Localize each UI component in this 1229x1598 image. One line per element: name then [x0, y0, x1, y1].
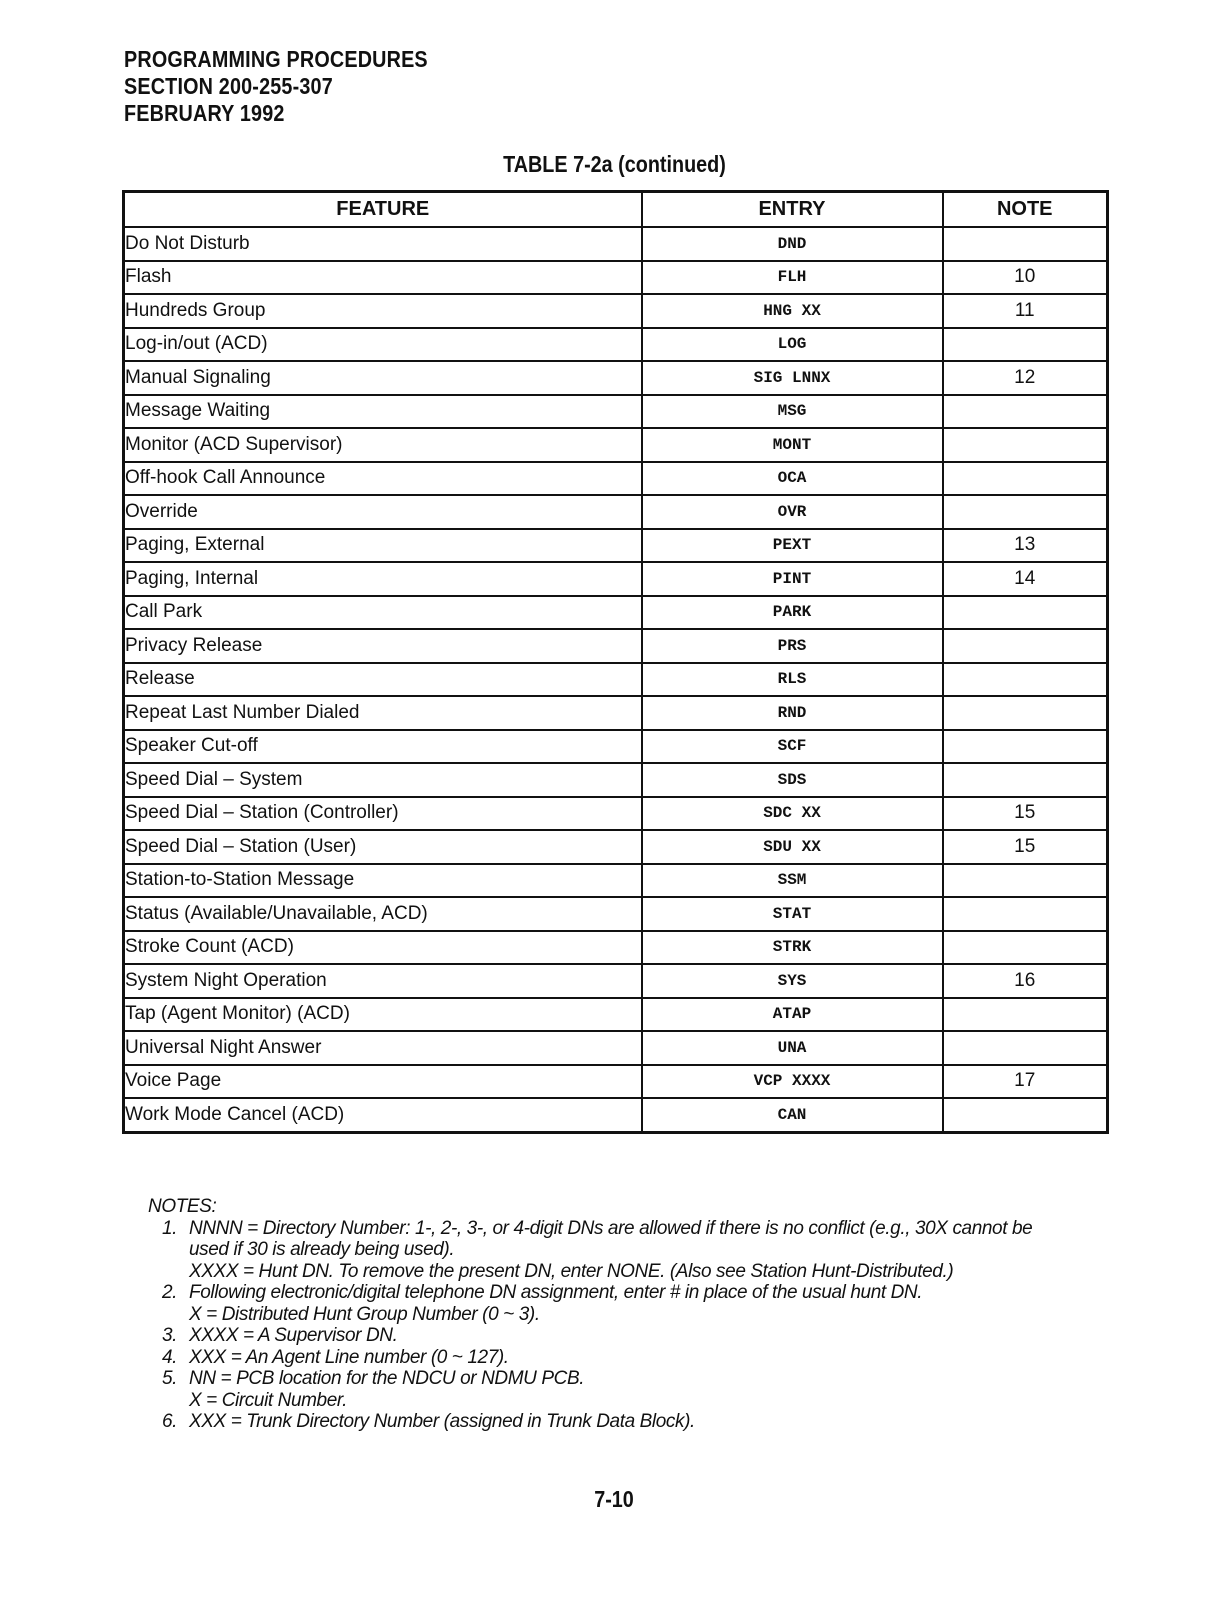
note-cell [943, 1098, 1108, 1132]
table-row [124, 931, 1108, 965]
note-cell [943, 1031, 1108, 1065]
feature-cell: Speed Dial – Station (User) [124, 830, 642, 864]
feature-cell: Override [124, 495, 642, 529]
header-title: PROGRAMMING PROCEDURES [124, 46, 428, 72]
note-number: 6. [162, 1411, 178, 1432]
entry-column-header: ENTRY [642, 192, 943, 228]
table-body [124, 227, 1108, 1132]
note-cell [943, 495, 1108, 529]
note-cell [943, 596, 1108, 630]
entry-cell: SSM [642, 864, 943, 898]
entry-cell: DND [642, 227, 943, 261]
entry-cell: SYS [642, 964, 943, 998]
feature-table [122, 190, 1109, 1134]
note-line: XXXX = Hunt DN. To remove the present DN, enter NONE. (Also see Station Hunt-Distributed.) [189, 1260, 954, 1282]
feature-cell: Repeat Last Number Dialed [124, 696, 642, 730]
note-number: 1. [162, 1217, 178, 1239]
feature-cell: Speed Dial – System [124, 763, 642, 797]
table-row [124, 763, 1108, 797]
feature-cell: Speaker Cut-off [124, 730, 642, 764]
header-date: FEBRUARY 1992 [124, 100, 285, 126]
feature-cell: Do Not Disturb [124, 227, 642, 261]
note-cell [943, 864, 1108, 898]
feature-column-header: FEATURE [124, 192, 642, 228]
note-line: XXX = Trunk Directory Number (assigned in Trunk Data Block). [189, 1411, 695, 1432]
note-cell: 10 [943, 261, 1108, 295]
entry-cell: SDU XX [642, 830, 943, 864]
entry-cell: HNG XX [642, 294, 943, 328]
table-row [124, 830, 1108, 864]
note-cell: 15 [943, 830, 1108, 864]
table-row [124, 864, 1108, 898]
entry-cell: LOG [642, 328, 943, 362]
entry-cell: UNA [642, 1031, 943, 1065]
feature-cell: Log-in/out (ACD) [124, 328, 642, 362]
table-row [124, 1031, 1108, 1065]
feature-cell: Status (Available/Unavailable, ACD) [124, 897, 642, 931]
note-cell: 16 [943, 964, 1108, 998]
feature-cell: Paging, Internal [124, 562, 642, 596]
note-item [148, 1218, 1108, 1283]
note-cell [943, 730, 1108, 764]
notes-section [148, 1196, 1108, 1433]
note-item [148, 1282, 1108, 1325]
feature-cell: Stroke Count (ACD) [124, 931, 642, 965]
note-line: NNNN = Directory Number: 1-, 2-, 3-, or 4-digit DNs are allowed if there is no conflict (e.g., 30X cannot be [189, 1217, 1033, 1239]
note-cell: 11 [943, 294, 1108, 328]
table-row [124, 562, 1108, 596]
header-section: SECTION 200-255-307 [124, 73, 333, 99]
table-row [124, 730, 1108, 764]
note-cell: 14 [943, 562, 1108, 596]
note-cell [943, 763, 1108, 797]
entry-cell: VCP XXXX [642, 1065, 943, 1099]
note-cell [943, 462, 1108, 496]
note-cell: 15 [943, 797, 1108, 831]
entry-cell: ATAP [642, 998, 943, 1032]
feature-cell: Tap (Agent Monitor) (ACD) [124, 998, 642, 1032]
note-cell [943, 998, 1108, 1032]
table-row [124, 395, 1108, 429]
note-line: XXXX = A Supervisor DN. [189, 1325, 398, 1346]
feature-cell: Work Mode Cancel (ACD) [124, 1098, 642, 1132]
table-row [124, 261, 1108, 295]
page-number-text: 7-10 [594, 1486, 635, 1512]
table-row [124, 428, 1108, 462]
entry-cell: STRK [642, 931, 943, 965]
note-line: X = Circuit Number. [189, 1389, 347, 1411]
table-row [124, 495, 1108, 529]
note-column-header: NOTE [943, 192, 1108, 228]
entry-cell: STAT [642, 897, 943, 931]
entry-cell: OVR [642, 495, 943, 529]
note-cell [943, 629, 1108, 663]
table-row [124, 629, 1108, 663]
note-number: 3. [162, 1325, 178, 1346]
note-item [148, 1411, 1108, 1433]
note-cell [943, 428, 1108, 462]
feature-cell: Manual Signaling [124, 361, 642, 395]
table-row [124, 1065, 1108, 1099]
feature-cell: Off-hook Call Announce [124, 462, 642, 496]
note-line: NN = PCB location for the NDCU or NDMU PCB. [189, 1368, 585, 1389]
feature-cell: Station-to-Station Message [124, 864, 642, 898]
notes-label: NOTES: [148, 1196, 217, 1217]
note-item [148, 1347, 1108, 1369]
table-row [124, 964, 1108, 998]
feature-cell: Voice Page [124, 1065, 642, 1099]
page-number [0, 1486, 1229, 1513]
table-row [124, 328, 1108, 362]
note-cell [943, 696, 1108, 730]
note-number: 4. [162, 1346, 178, 1368]
entry-cell: SCF [642, 730, 943, 764]
feature-cell: Privacy Release [124, 629, 642, 663]
table-row [124, 294, 1108, 328]
entry-cell: CAN [642, 1098, 943, 1132]
note-number: 2. [162, 1282, 178, 1303]
table-row [124, 663, 1108, 697]
feature-cell: Paging, External [124, 529, 642, 563]
feature-cell: Call Park [124, 596, 642, 630]
table-title-text: TABLE 7-2a (continued) [503, 151, 726, 177]
note-cell: 13 [943, 529, 1108, 563]
entry-cell: SIG LNNX [642, 361, 943, 395]
document-header [124, 46, 428, 127]
note-line: XXX = An Agent Line number (0 ~ 127). [189, 1346, 509, 1368]
note-cell [943, 931, 1108, 965]
feature-cell: Speed Dial – Station (Controller) [124, 797, 642, 831]
entry-cell: OCA [642, 462, 943, 496]
note-line: X = Distributed Hunt Group Number (0 ~ 3). [189, 1303, 540, 1325]
table-row [124, 696, 1108, 730]
table-row [124, 462, 1108, 496]
note-cell [943, 227, 1108, 261]
feature-cell: Flash [124, 261, 642, 295]
feature-cell: Universal Night Answer [124, 1031, 642, 1065]
note-line: Following electronic/digital telephone DN assignment, enter # in place of the usual hunt DN. [189, 1282, 923, 1303]
table-row [124, 361, 1108, 395]
note-cell [943, 897, 1108, 931]
feature-cell: Monitor (ACD Supervisor) [124, 428, 642, 462]
table-row [124, 1098, 1108, 1132]
table-row [124, 897, 1108, 931]
table-row [124, 227, 1108, 261]
entry-cell: MONT [642, 428, 943, 462]
entry-cell: RND [642, 696, 943, 730]
notes-list [148, 1218, 1108, 1433]
note-cell [943, 663, 1108, 697]
table-row [124, 529, 1108, 563]
note-cell: 12 [943, 361, 1108, 395]
entry-cell: PEXT [642, 529, 943, 563]
entry-cell: PARK [642, 596, 943, 630]
entry-cell: SDS [642, 763, 943, 797]
feature-cell: Release [124, 663, 642, 697]
table-title [0, 150, 1229, 178]
table-header-row [124, 192, 1108, 228]
feature-cell: System Night Operation [124, 964, 642, 998]
note-item [148, 1325, 1108, 1347]
entry-cell: SDC XX [642, 797, 943, 831]
note-cell [943, 395, 1108, 429]
entry-cell: PRS [642, 629, 943, 663]
feature-cell: Message Waiting [124, 395, 642, 429]
table-row [124, 797, 1108, 831]
note-line: used if 30 is already being used). [189, 1239, 455, 1260]
table-row [124, 596, 1108, 630]
note-item [148, 1368, 1108, 1411]
note-number: 5. [162, 1368, 178, 1389]
note-cell: 17 [943, 1065, 1108, 1099]
entry-cell: FLH [642, 261, 943, 295]
table-row [124, 998, 1108, 1032]
entry-cell: PINT [642, 562, 943, 596]
entry-cell: MSG [642, 395, 943, 429]
note-cell [943, 328, 1108, 362]
entry-cell: RLS [642, 663, 943, 697]
feature-cell: Hundreds Group [124, 294, 642, 328]
